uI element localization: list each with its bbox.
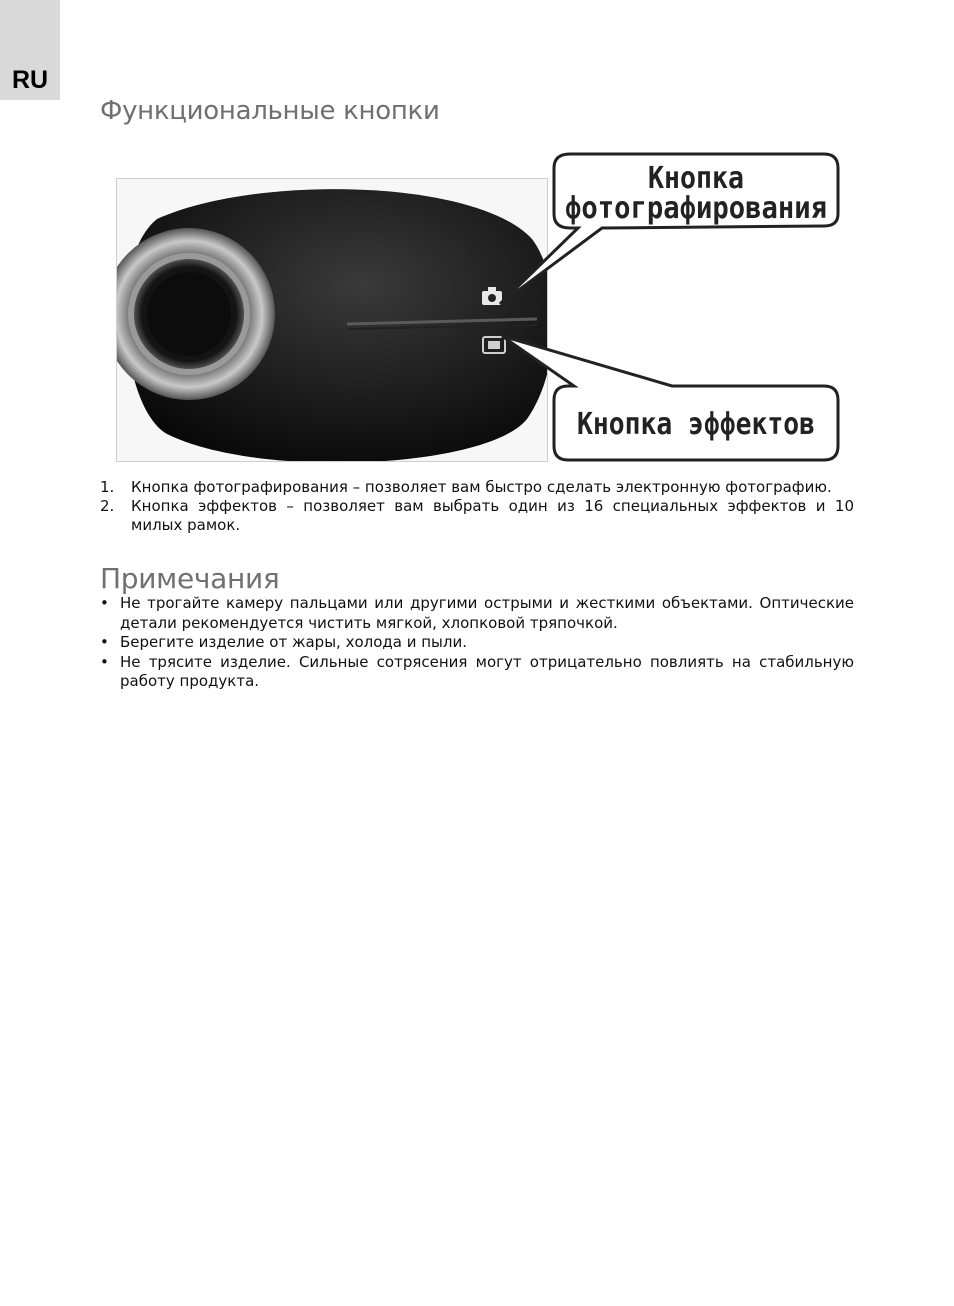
language-tab xyxy=(0,0,60,100)
list-item-text: Кнопка эффектов – позволяет вам выбрать один из 16 специальных эффектов и 10 милых рамок. xyxy=(131,497,854,534)
page-title: Функциональные кнопки xyxy=(100,96,440,126)
note-text: Не трясите изделие. Сильные сотрясения могут отрицательно повлиять на стабильную работу продукта. xyxy=(120,652,854,690)
list-item xyxy=(100,497,854,535)
bullet: • xyxy=(100,633,109,651)
note-text: Не трогайте камеру пальцами или другими острыми и жесткими объектами. Оптические детали рекомендуется чистить мягкой, хлопковой тряпочкой. xyxy=(120,594,854,632)
bullet: • xyxy=(100,594,109,612)
camera-figure xyxy=(112,148,842,468)
list-item-text: Кнопка фотографирования – позволяет вам быстро сделать электронную фотографию. xyxy=(131,478,832,496)
list-item xyxy=(100,633,854,653)
shutter-callout-line2: фотографирования xyxy=(565,191,827,226)
note-text: Берегите изделие от жары, холода и пыли. xyxy=(120,633,467,651)
buttons-description-list xyxy=(100,478,854,535)
effects-callout-label: Кнопка эффектов xyxy=(577,407,815,442)
list-item xyxy=(100,478,854,497)
list-item xyxy=(100,594,854,633)
bullet: • xyxy=(100,652,109,671)
notes-list xyxy=(100,594,854,692)
language-code: RU xyxy=(12,66,49,94)
callouts xyxy=(112,148,842,468)
shutter-callout-line1: Кнопка xyxy=(648,161,744,196)
list-item-number: 1. xyxy=(100,478,115,496)
notes-title: Примечания xyxy=(100,562,280,595)
list-item xyxy=(100,653,854,692)
list-item-number: 2. xyxy=(100,497,115,515)
